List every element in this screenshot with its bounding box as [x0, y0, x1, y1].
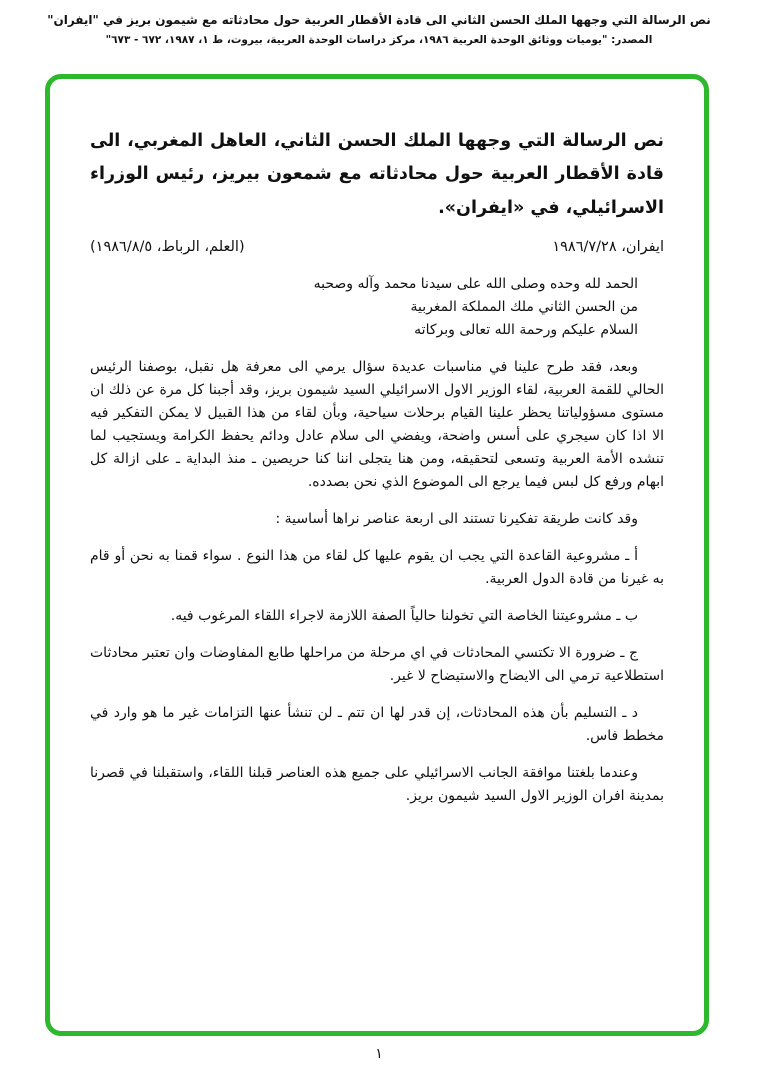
- document-content: [50, 79, 704, 808]
- letter-paragraph: أ ـ مشروعية القاعدة التي يجب ان يقوم عليها كل لقاء من هذا النوع . سواء قمنا به نحن أو قام به غيرنا من قادة الدول العربية.: [90, 547, 664, 587]
- letter-paragraph: وقد كانت طريقة تفكيرنا تستند الى اربعة عناصر نراها أساسية :: [275, 510, 638, 527]
- letter-paragraph: من الحسن الثاني ملك المملكة المغربية: [410, 298, 638, 315]
- letter-title: نص الرسالة التي وجهها الملك الحسن الثاني، العاهل المغربي، الى قادة الأقطار العربية حول محادثاته مع شمعون بيريز، رئيس الوزراء الاسرائيلي، في «ايفران».: [90, 131, 664, 218]
- letter-body: [90, 273, 664, 808]
- letter-paragraph: ب ـ مشروعيتنا الخاصة التي تخولنا حالياً الصفة اللازمة لاجراء اللقاء المرغوب فيه.: [170, 607, 638, 624]
- letter-paragraph: وعندما بلغتنا موافقة الجانب الاسرائيلي على جميع هذه العناصر قبلنا اللقاء، واستقبلنا في قصرنا بمدينة افران الوزير الاول السيد شيمون بريز.: [90, 764, 664, 804]
- letter-paragraph: الحمد لله وحده وصلى الله على سيدنا محمد وآله وصحبه: [313, 275, 638, 292]
- dateline: [90, 239, 664, 255]
- dateline-place-date: ايفران، ١٩٨٦/٧/٢٨: [552, 238, 664, 255]
- dateline-source: (العلم، الرباط، ١٩٨٦/٨/٥): [90, 238, 245, 255]
- letter-paragraph: د ـ التسليم بأن هذه المحادثات، إن قدر لها ان تتم ـ لن تنشأ عنها التزامات غير ما هو وارد في مخطط فاس.: [90, 704, 664, 744]
- letter-paragraph: السلام عليكم ورحمة الله تعالى وبركاته: [414, 321, 638, 338]
- page-number: ١: [375, 1046, 383, 1062]
- page-header: [0, 0, 758, 46]
- header-source-line: المصدر: "يوميات ووثائق الوحدة العربية ١٩٨٦، مركز دراسات الوحدة العربية، بيروت، ط ١، ١٩٨٧، ٦٧٢ - ٦٧٣": [105, 34, 653, 46]
- letter-paragraph: وبعد، فقد طرح علينا في مناسبات عديدة سؤال يرمي الى معرفة هل نقبل، بوصفنا الرئيس الحالي للقمة العربية، لقاء الوزير الاول الاسرائيلي السيد شيمون بريز، وقد أجبنا كل مرة عن ذلك ان مستوى مسؤولياتنا يحظر علينا القيام برحلات سياحية، وبأن لقاء من هذا القبيل لا يمكن التفكير فيه الا اذا كان سيجري على أسس واضحة، ويفضي الى سلام عادل ودائم يحفظ الكرامة ويستجيب لما تنشده الأمة العربية وتسعى لتحقيقه، ومن هنا يتجلى اننا كنا حريصين ـ منذ البداية ـ على ازالة كل ابهام ورفع كل لبس فيما يرجع الى الموضوع الذي نحن بصدده.: [90, 358, 664, 490]
- header-title-line: نص الرسالة التي وجهها الملك الحسن الثاني الى قادة الأقطار العربية حول محادثاته مع شيمون بريز في "ايفران": [47, 13, 711, 27]
- document-frame: [45, 74, 709, 1036]
- letter-paragraph: ج ـ ضرورة الا تكتسي المحادثات في اي مرحلة من مراحلها طابع المفاوضات وان تعتبر محادثات استطلاعية ترمي الى الايضاح والاستيضاح لا غير.: [90, 644, 664, 684]
